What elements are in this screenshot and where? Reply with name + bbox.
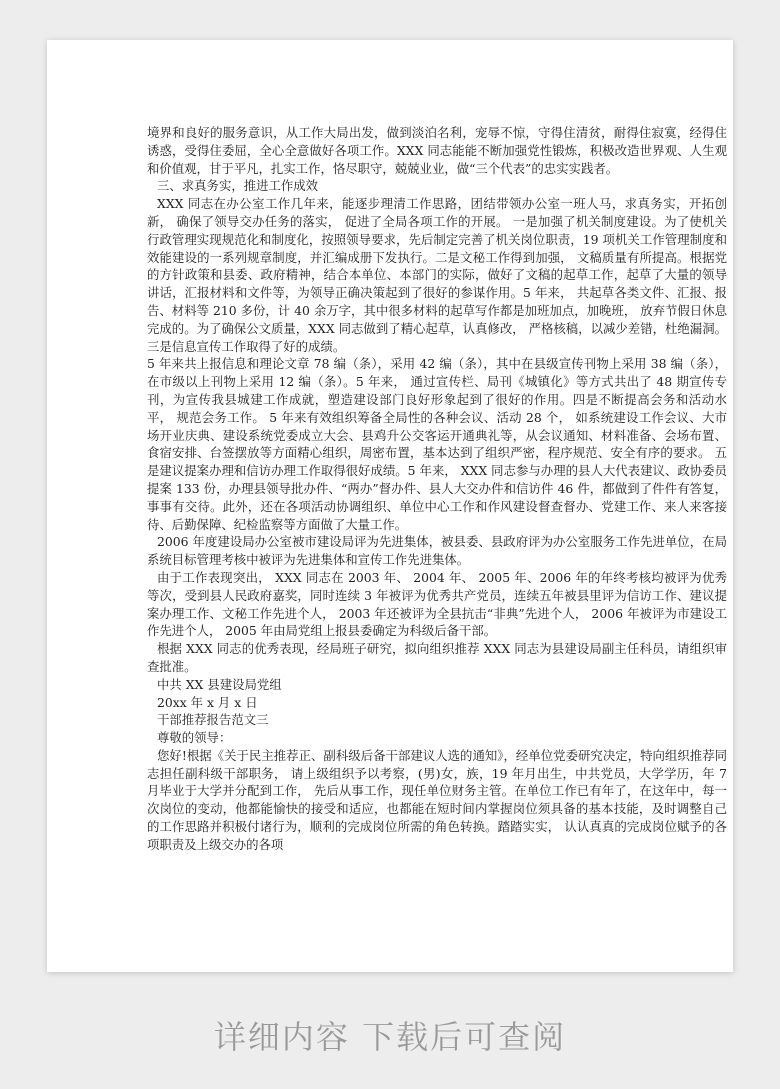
paragraph-5: 由于工作表现突出， XXX 同志在 2003 年、 2004 年、 2005 年、2006 年的年终考核均被评为优秀等次，受到县人民政府嘉奖，同时连续 3 年被评为优秀共产党员，连续五年被县里评为信访工作、建议提案办理工作、文秘工作先进个人， 2003 年还被评为全县抗击“非典”先进个人， 2006 年被评为市建设工作先进个人， 2005 年由局党组上报县委确定为科级后备干部。: [147, 569, 727, 639]
document-body: [147, 124, 727, 854]
paragraph-2: XXX 同志在办公室工作几年来，能逐步理清工作思路，团结带领办公室一班人马，求真务实，开拓创新， 确保了领导交办任务的落实， 促进了全局各项工作的开展。 一是加强了机关制度建设。为了使机关行政管理实现规范化和制度化，按照领导要求，先后制定完善了机关岗位职责，19 项机关工作管理制度和效能建设的一系列规章制度，并汇编成册下发执行。二是文秘工作得到加强， 文稿质量有所提高。根据党的方针政策和县委、政府精神，结合本单位、本部门的实际，做好了文稿的起草工作，起草了大量的领导讲话，汇报材料和文件等，为领导正确决策起到了很好的参谋作用。5 年来， 共起草各类文件、汇报、报告、材料等 210 多份，计 40 余万字，其中很多材料的起草写作都是加班加点，加晚班， 放弃节假日休息完成的。为了确保公文质量，XXX 同志做到了精心起草，认真修改， 严格核稿，以减少差错，杜绝漏洞。三是信息宣传工作取得了好的成绩。: [147, 196, 727, 354]
paragraph-7: 您好!根据《关于民主推荐正、副科级后备干部建议人选的通知》，经单位党委研究决定，特向组织推荐同志担任副科级干部职务， 请上级组织予以考察，(男)女，族，19 年月出生，中共党员，大学学历，年 7 月毕业于大学并分配到工作， 先后从事工作，现任单位财务主管。在单位工作已有年了，在这年中，每一次岗位的变动，他都能愉快的接受和适应，也都能在短时间内掌握岗位须具备的基本技能，及时调整自己的工作思路并积极付诸行为，顺利的完成岗位所需的角色转换。踏踏实实， 认认真真的完成岗位赋予的各项职责及上级交办的各项: [147, 747, 727, 852]
section-heading-3: 三、求真务实，推进工作成效: [157, 178, 319, 194]
paragraph-6: 根据 XXX 同志的优秀表现，经局班子研究，拟向组织推荐 XXX 同志为县建设局副主任科员，请组织审查批准。: [147, 641, 727, 674]
paragraph-1: 境界和良好的服务意识，从工作大局出发，做到淡泊名利，宠辱不惊，守得住清贫，耐得住寂寞，经得住诱惑，受得住委屈，全心全意做好各项工作。XXX 同志能能不断加强党性锻炼，积极改造世界观、人生观和价值观，甘于平凡，扎实工作，恪尽职守，兢兢业业，做“三个代表”的忠实实践者。: [147, 125, 727, 176]
paragraph-3: 5 年来共上报信息和理论文章 78 编（条），采用 42 编（条），其中在县级宣传刊物上采用 38 编（条），在市级以上刊物上采用 12 编（条）。5 年来， 通过宣传栏、局刊《城镇化》等方式共出了 48 期宣传专刊，为宣传我县城建工作成就，塑造建设部门良好形象起到了很好的作用。四是不断提高会务和活动水平， 规范会务工作。 5 年来有效组织筹备全局性的各种会议、活动 28 个， 如系统建设工作会议、大市场开业庆典、建设系统党委成立大会、县鸡升公交客运开通典礼等，从会议通知、材料准备、会场布置、食宿安排、台签摆放等方面精心组织，周密布置，基本达到了组织严密，程序规范、安全有序的要求。 五是建议提案办理和信访办理工作取得很好成绩。5 年来， XXX 同志参与办理的县人大代表建议、政协委员提案 133 份，办理县领导批办件、“两办”督办件、县人大交办件和信访件 46 件，都做到了件件有答复，事事有交待。此外，还在各项活动协调组织、单位中心工作和作风建设督查督办、党建工作、来人来客接待、后勤保障、纪检监察等方面做了大量工作。: [147, 356, 727, 532]
signature-date: 20xx 年 x 月 x 日: [157, 694, 258, 710]
salutation: 尊敬的领导：: [157, 730, 232, 746]
signature-organization: 中共 XX 县建设局党组: [157, 676, 282, 692]
document-page: [47, 40, 733, 972]
section-title: 干部推荐报告范文三: [157, 712, 269, 728]
paragraph-4: 2006 年度建设局办公室被市建设局评为先进集体，被县委、县政府评为办公室服务工作先进单位，在局系统目标管理考核中被评为先进集体和宣传工作先进集体。: [147, 534, 727, 568]
download-prompt: 详细内容 下载后可查阅: [213, 1018, 567, 1056]
